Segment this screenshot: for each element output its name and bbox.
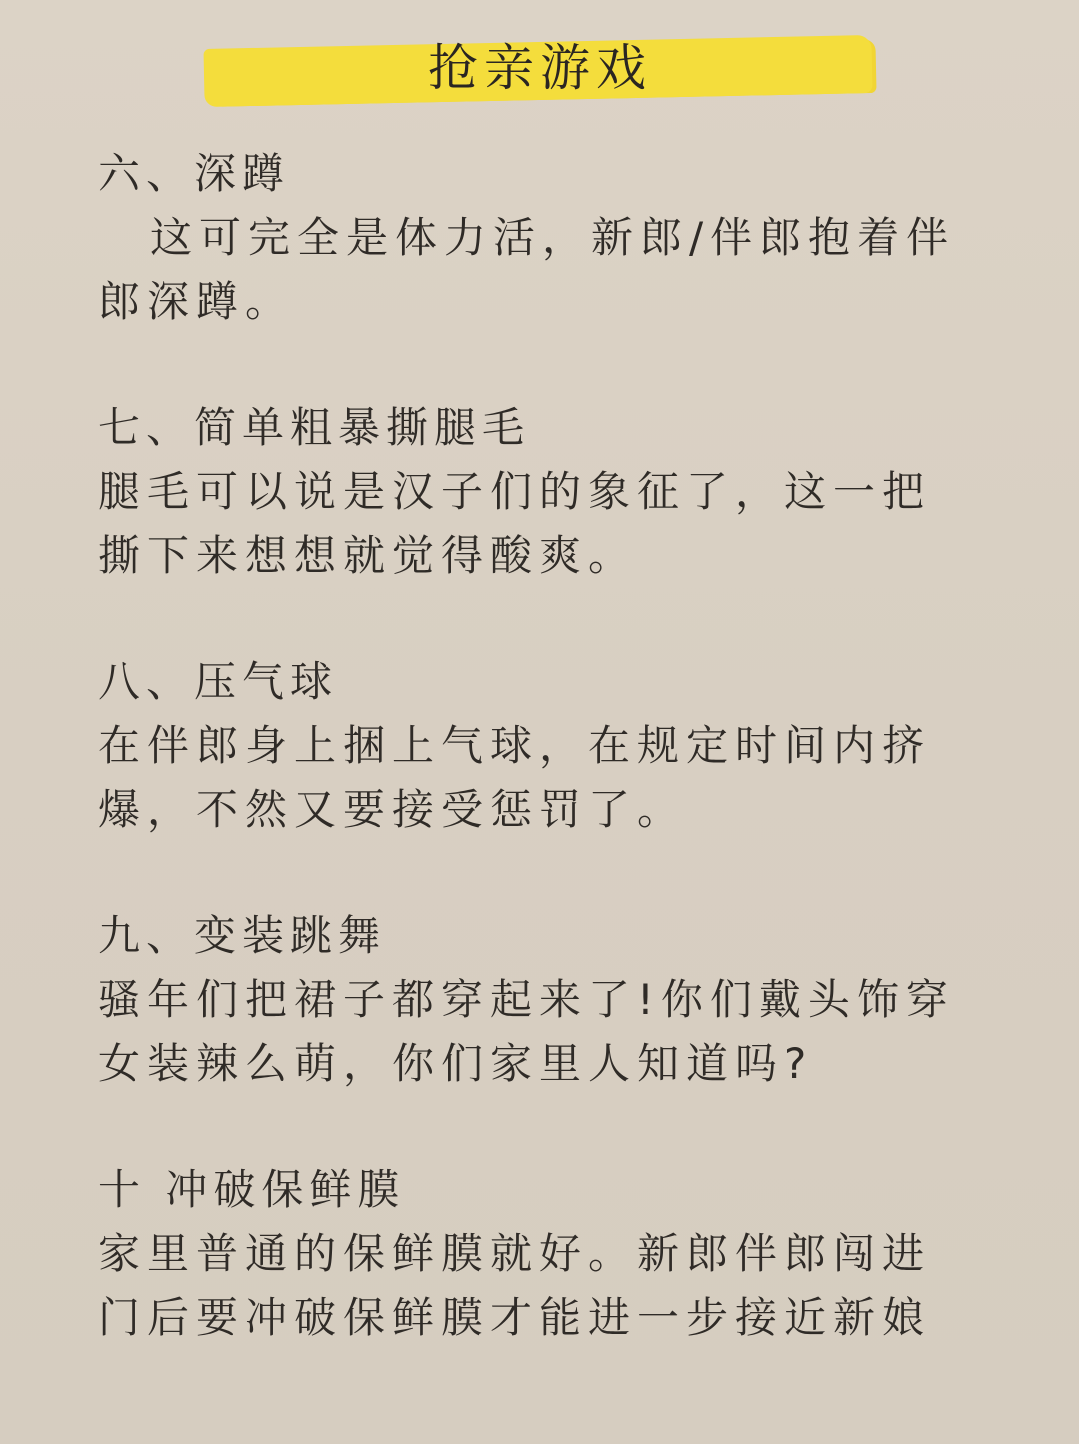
body-line: 这可完全是体力活，新郎/伴郎抱着伴: [150, 213, 956, 262]
section-dress-up-dance: [98, 904, 1028, 1096]
section-body: [98, 1222, 1028, 1350]
section-heading: 九、变装跳舞: [98, 911, 387, 960]
body-line: 家里普通的保鲜膜就好。新郎伴郎闯进: [98, 1229, 932, 1278]
section-heading: 六、深蹲: [98, 149, 291, 198]
section-heading: 八、压气球: [98, 657, 339, 706]
section-leg-hair: [98, 396, 1028, 588]
body-line: 骚年们把裙子都穿起来了!你们戴头饰穿: [98, 975, 955, 1024]
section-body: [98, 714, 1028, 842]
body-line: 门后要冲破保鲜膜才能进一步接近新娘: [98, 1293, 932, 1342]
body-line: 腿毛可以说是汉子们的象征了，这一把: [98, 467, 932, 516]
section-plastic-wrap: [98, 1158, 1028, 1350]
body-line: 郎深蹲。: [98, 277, 295, 326]
body-line: 爆，不然又要接受惩罚了。: [98, 785, 687, 834]
game-list: [98, 142, 1028, 1350]
section-balloon: [98, 650, 1028, 842]
body-line: 在伴郎身上捆上气球，在规定时间内挤: [98, 721, 932, 770]
section-body: [98, 206, 1028, 334]
body-line: 撕下来想想就觉得酸爽。: [98, 531, 638, 580]
section-heading: 七、简单粗暴撕腿毛: [98, 403, 531, 452]
body-line: 女装辣么萌，你们家里人知道吗?: [98, 1039, 814, 1088]
page-title: 抢亲游戏: [428, 39, 652, 97]
section-body: [98, 460, 1028, 588]
section-body: [98, 968, 1028, 1096]
section-squat: [98, 142, 1028, 334]
section-heading: 十 冲破保鲜膜: [98, 1165, 406, 1214]
title-banner: [200, 28, 880, 106]
